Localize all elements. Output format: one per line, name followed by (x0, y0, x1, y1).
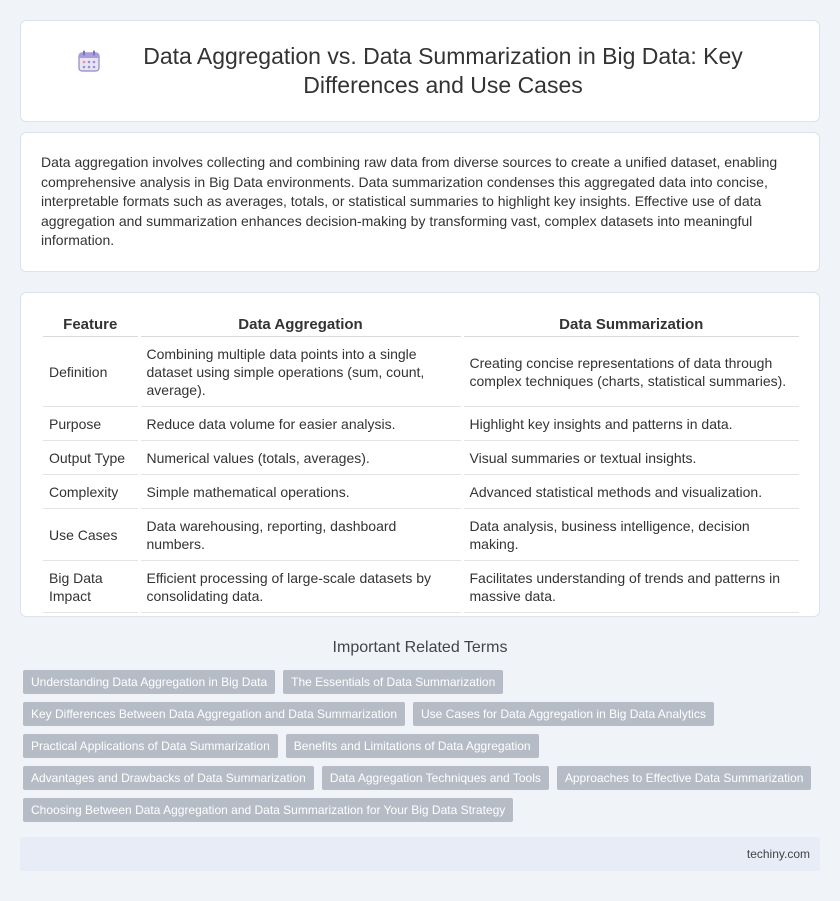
table-header-row (43, 313, 799, 337)
feature-cell: Purpose (43, 407, 139, 441)
header-feature: Feature (43, 313, 139, 337)
summarization-cell: Facilitates understanding of trends and patterns in massive data. (462, 561, 799, 613)
intro-paragraph: Data aggregation involves collecting and combining raw data from diverse sources to create a unified dataset, enabling comprehensive analysis in Big Data environments. Data summarization condenses this aggregated data into concise, interpretable formats such as averages, totals, or statistical summaries to highlight key insights. Effective use of data aggregation and summarization enhances decision-making by transforming vast, complex datasets into meaningful information. (41, 154, 778, 248)
aggregation-cell: Data warehousing, reporting, dashboard numbers. (139, 509, 462, 561)
related-term-link[interactable]: Practical Applications of Data Summarization (23, 734, 278, 758)
summarization-cell: Visual summaries or textual insights. (462, 441, 799, 475)
related-term-link[interactable]: Choosing Between Data Aggregation and Data Summarization for Your Big Data Strategy (23, 798, 513, 822)
related-term-link[interactable]: Key Differences Between Data Aggregation and Data Summarization (23, 702, 405, 726)
feature-cell: Big Data Impact (43, 561, 139, 613)
table-row (43, 475, 799, 509)
summarization-cell: Advanced statistical methods and visualization. (462, 475, 799, 509)
related-term-link[interactable]: Approaches to Effective Data Summarization (557, 766, 812, 790)
feature-cell: Complexity (43, 475, 139, 509)
table-row (43, 509, 799, 561)
footer-site-link[interactable]: techiny.com (746, 847, 810, 861)
title-card (20, 20, 820, 122)
table-row (43, 441, 799, 475)
aggregation-cell: Simple mathematical operations. (139, 475, 462, 509)
related-term-link[interactable]: Advantages and Drawbacks of Data Summarization (23, 766, 314, 790)
feature-cell: Definition (43, 337, 139, 407)
aggregation-cell: Efficient processing of large-scale datasets by consolidating data. (139, 561, 462, 613)
calendar-icon (77, 49, 101, 73)
intro-card (20, 132, 820, 272)
header-data-aggregation: Data Aggregation (139, 313, 462, 337)
comparison-table (43, 313, 799, 613)
comparison-table-card (20, 292, 820, 617)
related-term-link[interactable]: Data Aggregation Techniques and Tools (322, 766, 549, 790)
aggregation-cell: Reduce data volume for easier analysis. (139, 407, 462, 441)
related-terms-heading: Important Related Terms (332, 639, 508, 656)
header-data-summarization: Data Summarization (462, 313, 799, 337)
summarization-cell: Highlight key insights and patterns in data. (462, 407, 799, 441)
table-row (43, 561, 799, 613)
aggregation-cell: Combining multiple data points into a single dataset using simple operations (sum, count, average). (139, 337, 462, 407)
summarization-cell: Data analysis, business intelligence, decision making. (462, 509, 799, 561)
feature-cell: Use Cases (43, 509, 139, 561)
related-terms-list (23, 670, 823, 830)
page-title: Data Aggregation vs. Data Summarization in Big Data: Key Differences and Use Cases (143, 43, 743, 98)
feature-cell: Output Type (43, 441, 139, 475)
related-term-link[interactable]: Use Cases for Data Aggregation in Big Data Analytics (413, 702, 714, 726)
table-row (43, 337, 799, 407)
aggregation-cell: Numerical values (totals, averages). (139, 441, 462, 475)
table-row (43, 407, 799, 441)
summarization-cell: Creating concise representations of data through complex techniques (charts, statistical summaries). (462, 337, 799, 407)
related-term-link[interactable]: Understanding Data Aggregation in Big Data (23, 670, 275, 694)
footer (20, 837, 820, 871)
related-term-link[interactable]: Benefits and Limitations of Data Aggregation (286, 734, 539, 758)
related-term-link[interactable]: The Essentials of Data Summarization (283, 670, 503, 694)
